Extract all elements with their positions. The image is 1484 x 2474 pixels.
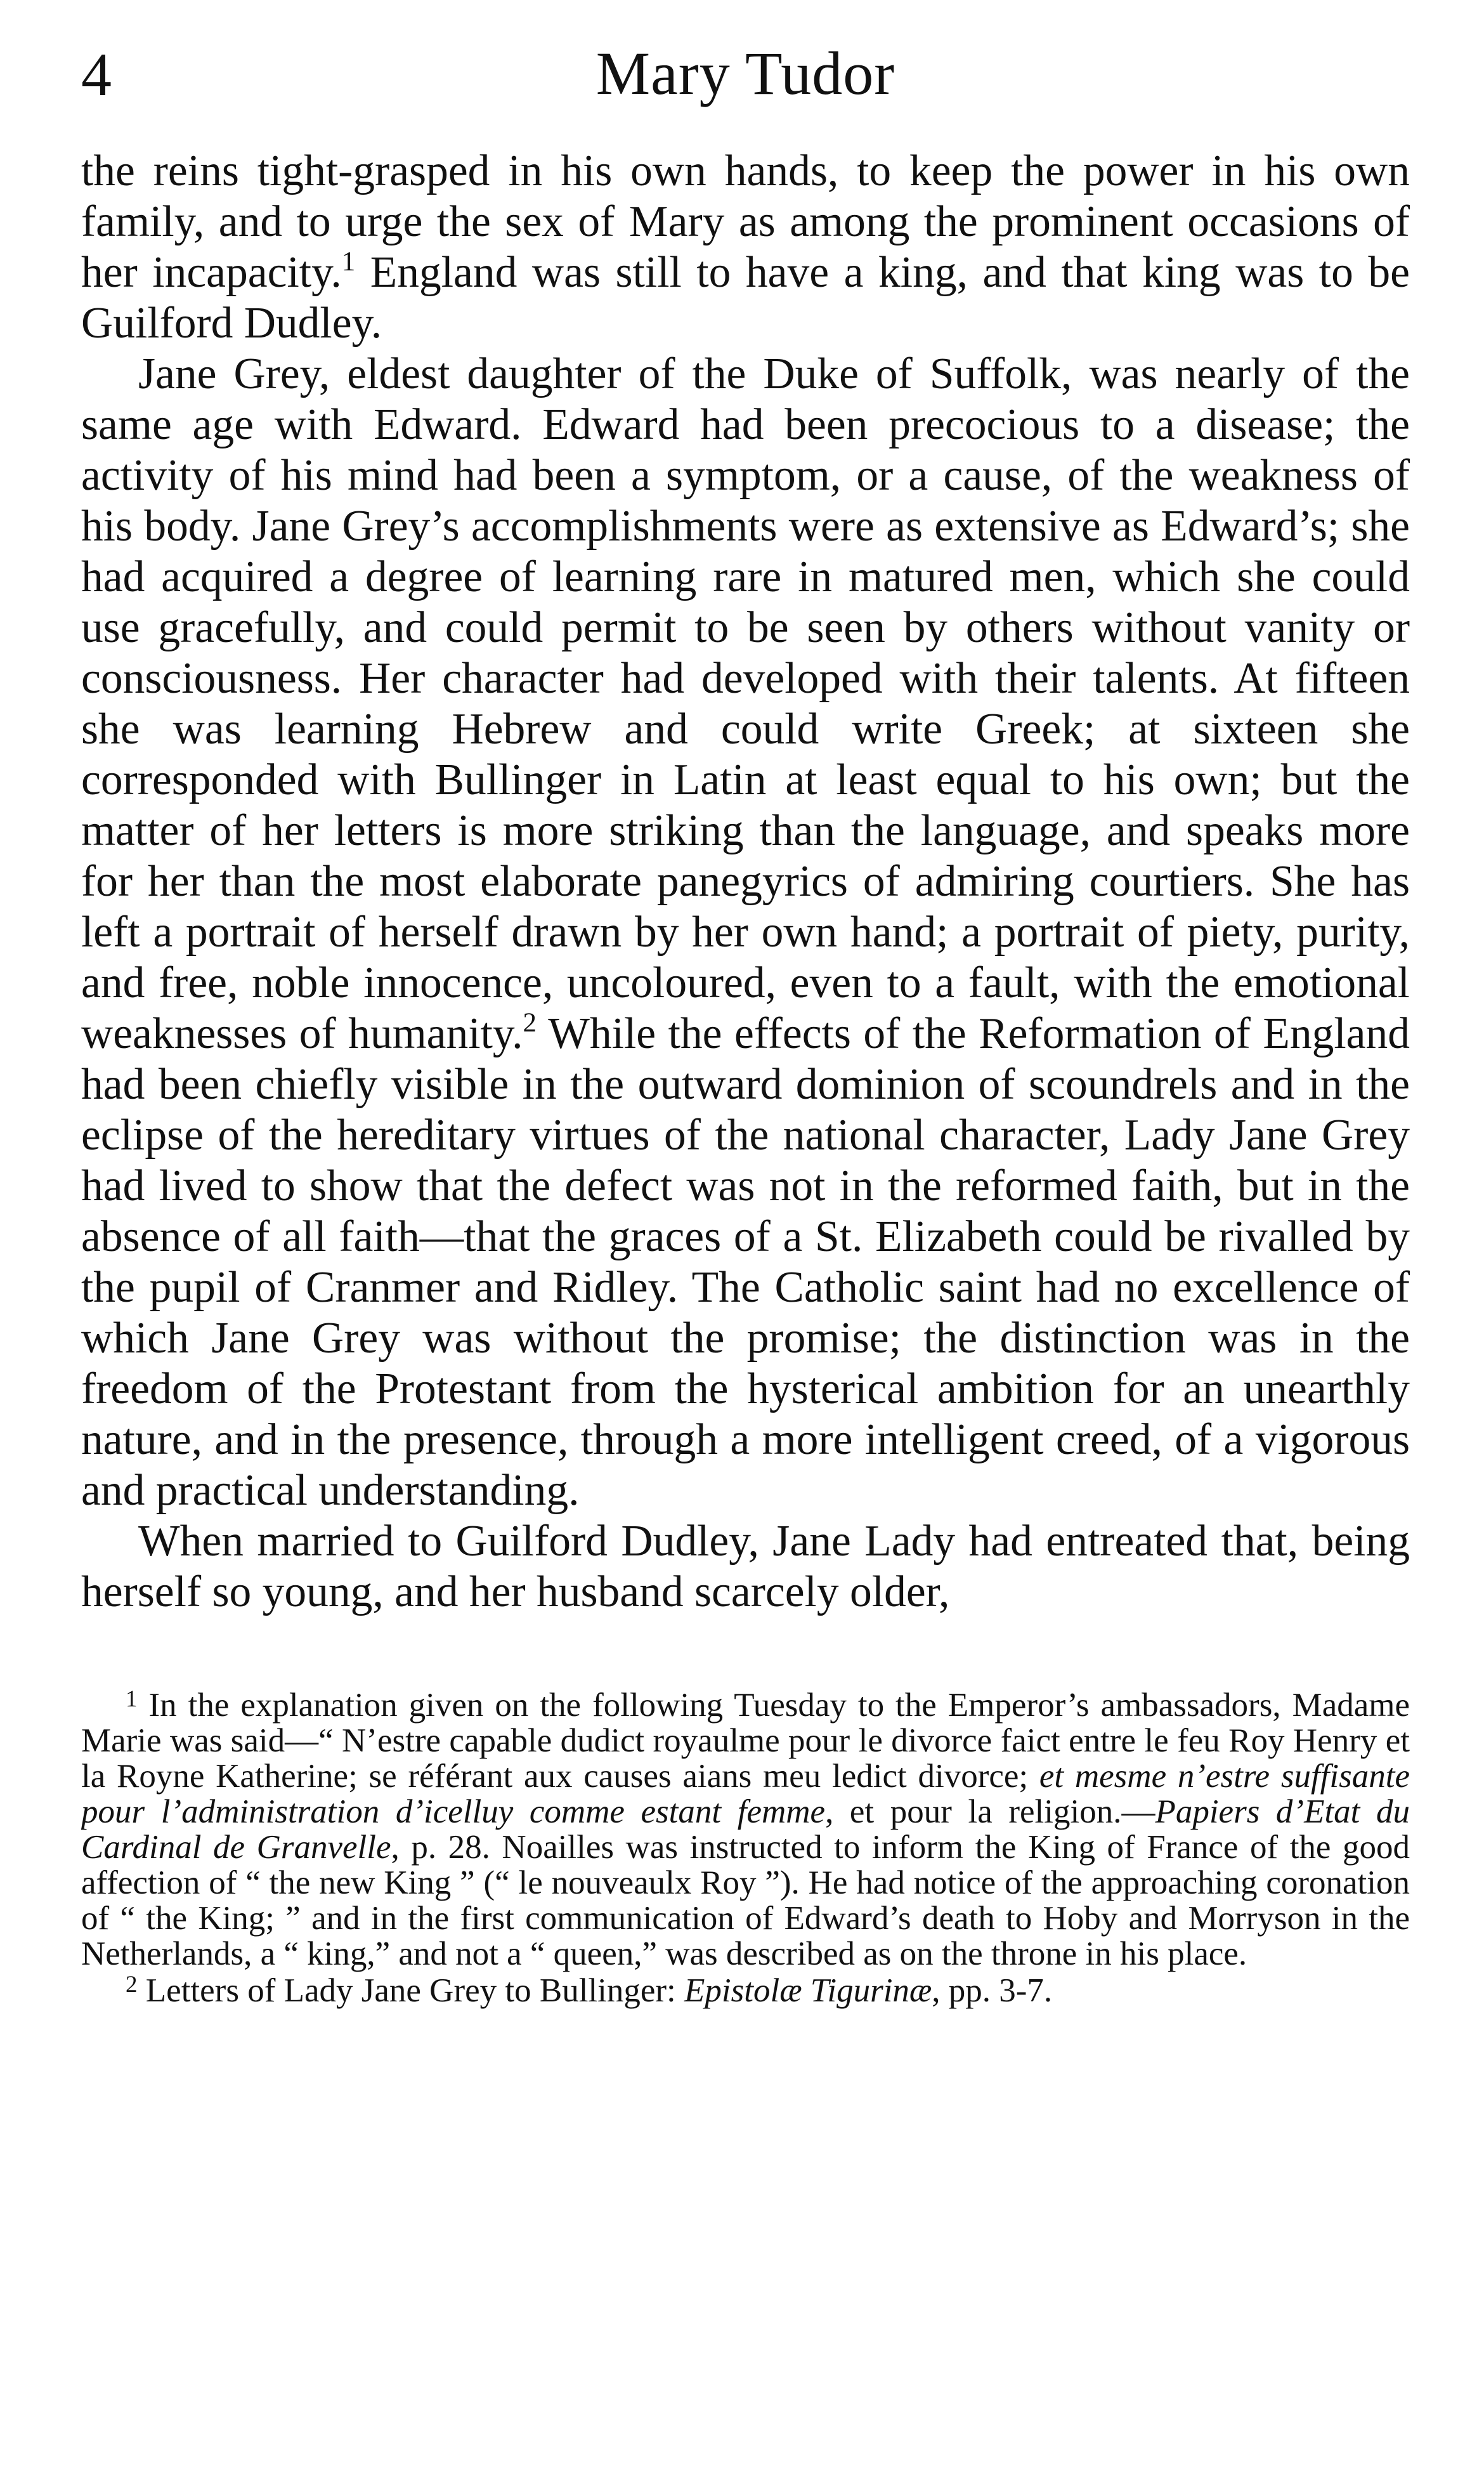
paragraph-2-text-a: Jane Grey, eldest daughter of the Duke of Suffolk, was nearly of the same age with Edward. Edward had been precocious to a disease; the activity of his mind had been a symptom, or a cause, of the weakness of his body. Jane Grey’s accomplishments were as extensive as Edward’s; she had acquired a degree of learning rare in matured men, which she could use gracefully, and could permit to be seen by others without vanity or consciousness. Her character had developed with their talents. At fifteen she was learning Hebrew and could write Greek; at sixteen she corresponded with Bullinger in Latin at least equal to his own; but the matter of her letters is more striking than the language, and speaks more for her than the most elaborate panegyrics of admiring courtiers. She has left a portrait of herself drawn by her own hand; a portrait of piety, purity, and free, noble innocence, uncoloured, even to a fault, with the emotional weaknesses of humanity.	[81, 350, 1410, 1058]
paragraph-1-text-b: England was still to have a king, and that king was to be Guilford Dudley.	[81, 248, 1410, 348]
book-page	[81, 38, 1410, 2436]
body-text	[81, 146, 1410, 1618]
footnote-1-part-1: In the explanation given on the following Tuesday to the Emperor’s ambassadors, Madame Marie was said—“ N’estre capable dudict royaulme pour le divorce faict entre le feu Roy Henry et la Royne Katherine; se référant aux causes aians meu ledict divorce;	[81, 1687, 1410, 1795]
footnotes	[81, 1687, 1410, 2008]
paragraph-3: When married to Guilford Dudley, Jane Lady had entreated that, being herself so young, and her husband scarcely older,	[81, 1517, 1410, 1616]
footnote-1-italic-2: Papiers d’Etat du Cardinal de Granvelle	[81, 1793, 1410, 1866]
paragraph-1-text-a: the reins tight-grasped in his own hands, to keep the power in his own family, and to urge the sex of Mary as among the prominent occasions of her incapacity.	[81, 147, 1410, 297]
footnote-2-part-1: Letters of Lady Jane Grey to Bullinger:	[137, 1972, 685, 2009]
footnote-1-marker: 1	[126, 1686, 138, 1713]
footnote-1-part-3: , p. 28. Noailles was instructed to inform the King of France of the good affection of “ the new King ” (“ le nouveaulx Roy ”). He had notice of the approaching coronation of “ the King; ” and in the first communication of Edward’s death to Hoby and Morryson in the Netherlands, a “ king,” and not a “ queen,” was described as on the throne in his place.	[81, 1829, 1410, 1972]
footnote-ref-1: 1	[341, 247, 356, 277]
footnote-ref-2: 2	[523, 1008, 537, 1038]
page-number: 4	[81, 41, 112, 108]
footnote-1-part-2: , et pour la religion.—	[825, 1793, 1155, 1830]
running-title: Mary Tudor	[596, 39, 895, 107]
footnote-2-italic-1: Epistolæ Tigurinæ	[684, 1972, 932, 2009]
paragraph-2-text-b: While the effects of the Reformation of England had been chiefly visible in the outward dominion of scoundrels and in the eclipse of the hereditary virtues of the national character, Lady Jane Grey had lived to show that the defect was not in the reformed faith, but in the absence of all faith—that the graces of a St. Elizabeth could be rivalled by the pupil of Cranmer and Ridley. The Catholic saint had no excellence of which Jane Grey was without the promise; the distinction was in the freedom of the Protestant from the hysterical ambition for an unearthly nature, and in the presence, through a more intelligent creed, of a vigorous and practical understanding.	[81, 1009, 1410, 1515]
footnote-2	[81, 1973, 1410, 2008]
paragraph-2	[81, 349, 1410, 1516]
paragraph-1	[81, 146, 1410, 349]
footnote-1-italic-1: et mesme n’estre suffisante pour l’administration d’icelluy comme estant femme	[81, 1758, 1410, 1830]
footnote-2-part-2: , pp. 3-7.	[932, 1972, 1053, 2009]
footnote-1	[81, 1687, 1410, 1972]
page-header	[81, 38, 1410, 146]
footnote-2-marker: 2	[126, 1972, 138, 1998]
